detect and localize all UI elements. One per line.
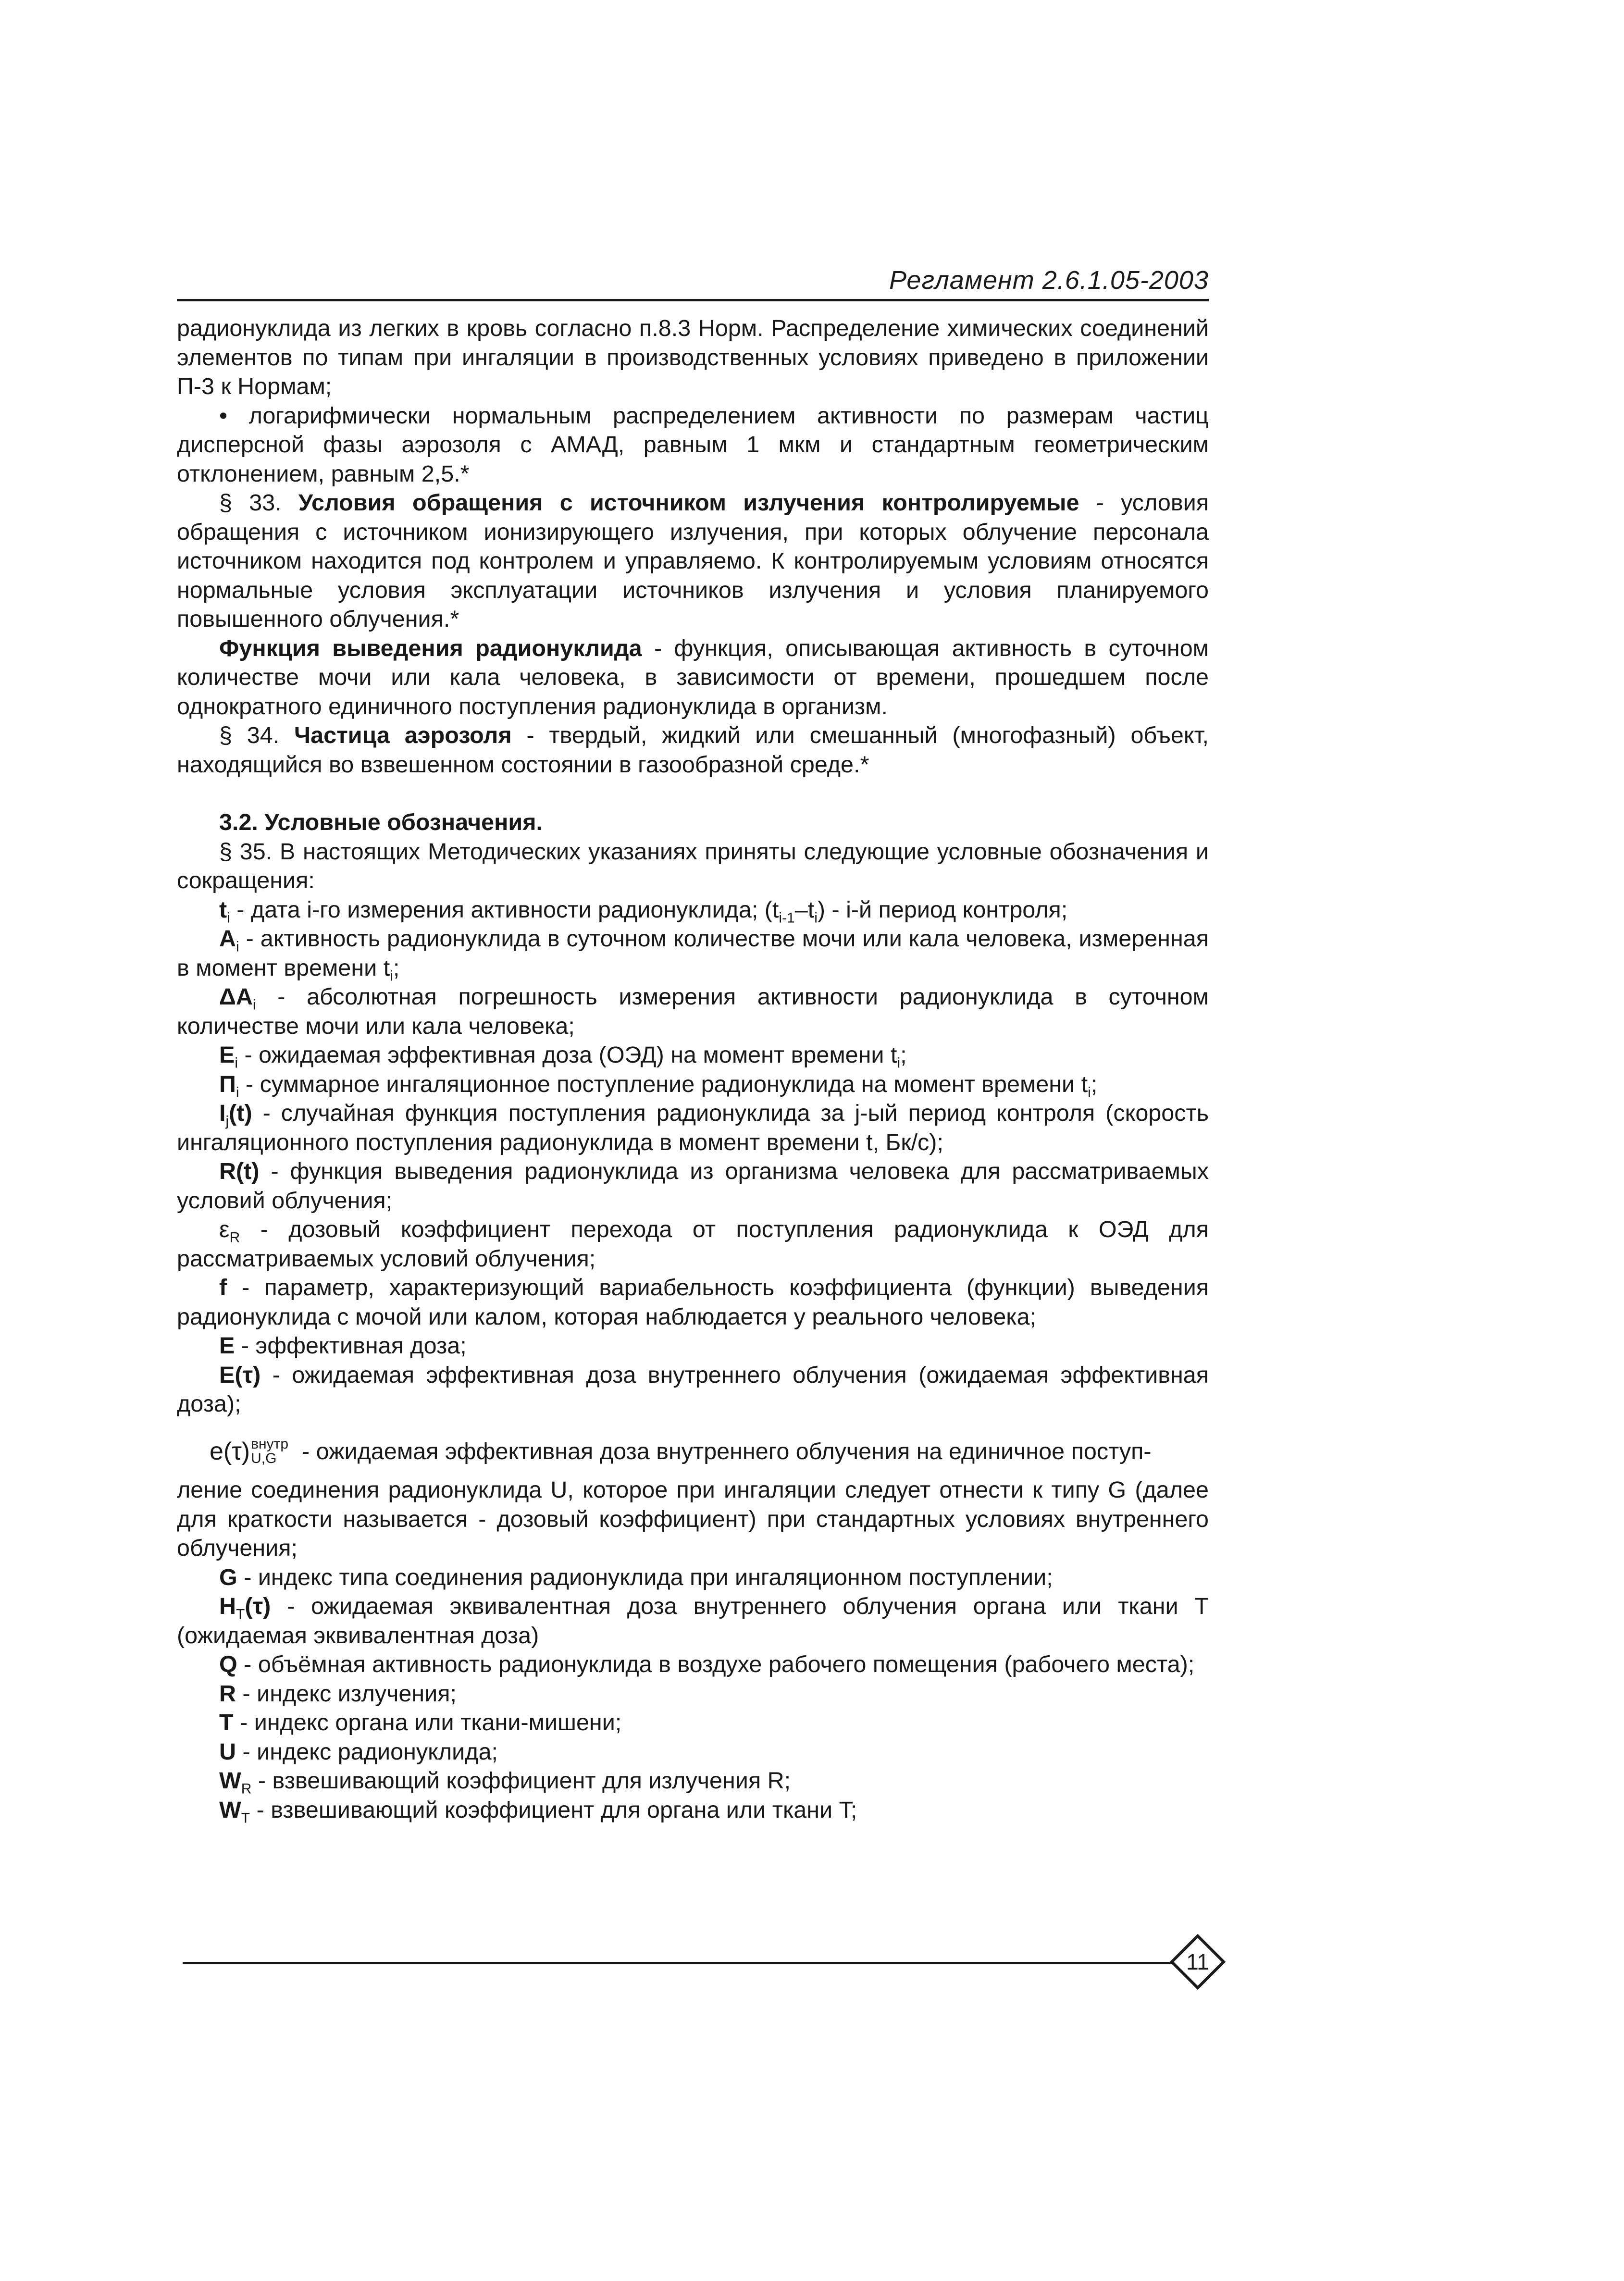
symbol-e-i: $E_i$ - ожидаемая эффективная доза (ОЭД) на момент времени $t_i$; bbox=[219, 1042, 907, 1071]
section-heading: 3.2. Условные обозначения. bbox=[219, 809, 543, 835]
symbol-e-tau: E(τ) - ожидаемая эффективная доза внутреннего облучения (ожидаемая эффективная доза); bbox=[177, 1362, 1209, 1417]
symbol-delta-a: $\Delta A_i$ - абсолютная погрешность измерения активности радионуклида в суточном количестве мочи или кала человека; bbox=[177, 984, 1209, 1039]
paragraph-excretion-function: Функция выведения радионуклида - функция, описывающая активность в суточном количестве мочи или кала человека, в зависимости от времени, прошедшем после однократного единичного поступления радионуклида в организм. bbox=[177, 635, 1209, 719]
symbol-ij: $I_j(t)$ - случайная функция поступления радионуклида за j-ый период контроля (скорость ингаляционного поступления радионуклида в момент времени t, Бк/с); bbox=[177, 1100, 1209, 1155]
running-header-title: Регламент 2.6.1.05-2003 bbox=[889, 266, 1209, 295]
term-excretion-function: Функция выведения радионуклида bbox=[219, 635, 642, 661]
symbol-f: f - параметр, характеризующий вариабельность коэффициента (функции) выведения радионуклида с мочой или калом, которая наблюдается у реального человека; bbox=[177, 1275, 1209, 1330]
page-number-badge bbox=[1169, 1933, 1227, 1991]
symbol-g: G - индекс типа соединения радионуклида при ингаляционном поступлении; bbox=[219, 1564, 1053, 1590]
dose-coefficient-continuation: ление соединения радионуклида U, которое при ингаляции следует отнести к типу G (далее для краткости называется - дозовый коэффициент) при стандартных условиях внутреннего облучения; bbox=[177, 1477, 1209, 1561]
symbol-a: $A_i$ - активность радионуклида в суточном количестве мочи или кала человека, измеренная в момент времени $t_i$; bbox=[177, 926, 1209, 984]
term-controlled-conditions: Условия обращения с источником излучения контролируемые bbox=[298, 490, 1079, 516]
symbol-r-t: R(t) - функция выведения радионуклида из организма человека для рассматриваемых условий облучения; bbox=[177, 1158, 1209, 1214]
paragraph-section-33: § 33. Условия обращения с источником излучения контролируемые - условия обращения с источником ионизирующего излучения, при которых облучение персонала источником находится под контролем и управляемо. К контролируемым условиям относятся нормальные условия эксплуатации источников излучения и условия планируемого повышенного облучения.* bbox=[177, 490, 1209, 632]
symbol-epsilon: $\varepsilon_R$ - дозовый коэффициент перехода от поступления радионуклида к ОЭД для рассматриваемых условий облучения; bbox=[177, 1216, 1209, 1272]
symbol-t-index: T - индекс органа или ткани-мишени; bbox=[219, 1710, 622, 1736]
symbol-w-t: $W_T$ - взвешивающий коэффициент для органа или ткани T; bbox=[219, 1797, 857, 1826]
dose-coefficient-row bbox=[177, 1437, 1209, 1466]
symbol-q: Q - объёмная активность радионуклида в воздухе рабочего помещения (рабочего места); bbox=[219, 1651, 1195, 1677]
footer-rule bbox=[183, 1962, 1173, 1964]
symbol-u: U - индекс радионуклида; bbox=[219, 1738, 498, 1765]
dose-coefficient-formula: e(τ) внутр U,G bbox=[210, 1436, 289, 1466]
term-aerosol-particle: Частица аэрозоля bbox=[294, 722, 512, 748]
paragraph-section-35: § 35. В настоящих Методических указаниях приняты следующие условные обозначения и сокращения: bbox=[177, 838, 1209, 893]
symbol-e: E - эффективная доза; bbox=[219, 1333, 467, 1359]
header-rule bbox=[177, 299, 1209, 301]
dose-coefficient-text: - ожидаемая эффективная доза внутреннего облучения на единичное поступ- bbox=[302, 1438, 1152, 1464]
symbol-w-r: $W_R$ - взвешивающий коэффициент для излучения R; bbox=[219, 1768, 791, 1797]
spacer bbox=[177, 779, 1209, 808]
paragraph-section-34: § 34. Частица аэрозоля - твердый, жидкий или смешанный (многофазный) объект, находящийся во взвешенном состоянии в газообразной среде.* bbox=[177, 722, 1209, 778]
page-number: 11 bbox=[1186, 1949, 1209, 1974]
paragraph-continuation: радионуклида из легких в кровь согласно п.8.3 Норм. Распределение химических соединений элементов по типам при ингаляции в производственных условиях приведено в приложении П-3 к Нормам; bbox=[177, 315, 1209, 399]
body-text bbox=[177, 314, 1209, 1824]
symbol-t: $t_i$ - дата i-го измерения активности радионуклида; $(t_{i-1}-t_i) - i-й$ период контроля; bbox=[219, 896, 1068, 926]
symbol-h-t: $H_T(\tau)$ - ожидаемая эквивалентная доза внутреннего облучения органа или ткани T (ожидаемая эквивалентная доза) bbox=[177, 1593, 1209, 1649]
paragraph-bullet-lognormal: • логарифмически нормальным распределением активности по размерам частиц дисперсной фазы аэрозоля с АМАД, равным 1 мкм и стандартным геометрическим отклонением, равным 2,5.* bbox=[177, 402, 1209, 487]
symbol-r-index: R - индекс излучения; bbox=[219, 1680, 457, 1707]
symbol-pi: $П_i$ - суммарное ингаляционное поступление радионуклида на момент времени $t_i$; bbox=[219, 1071, 1098, 1101]
